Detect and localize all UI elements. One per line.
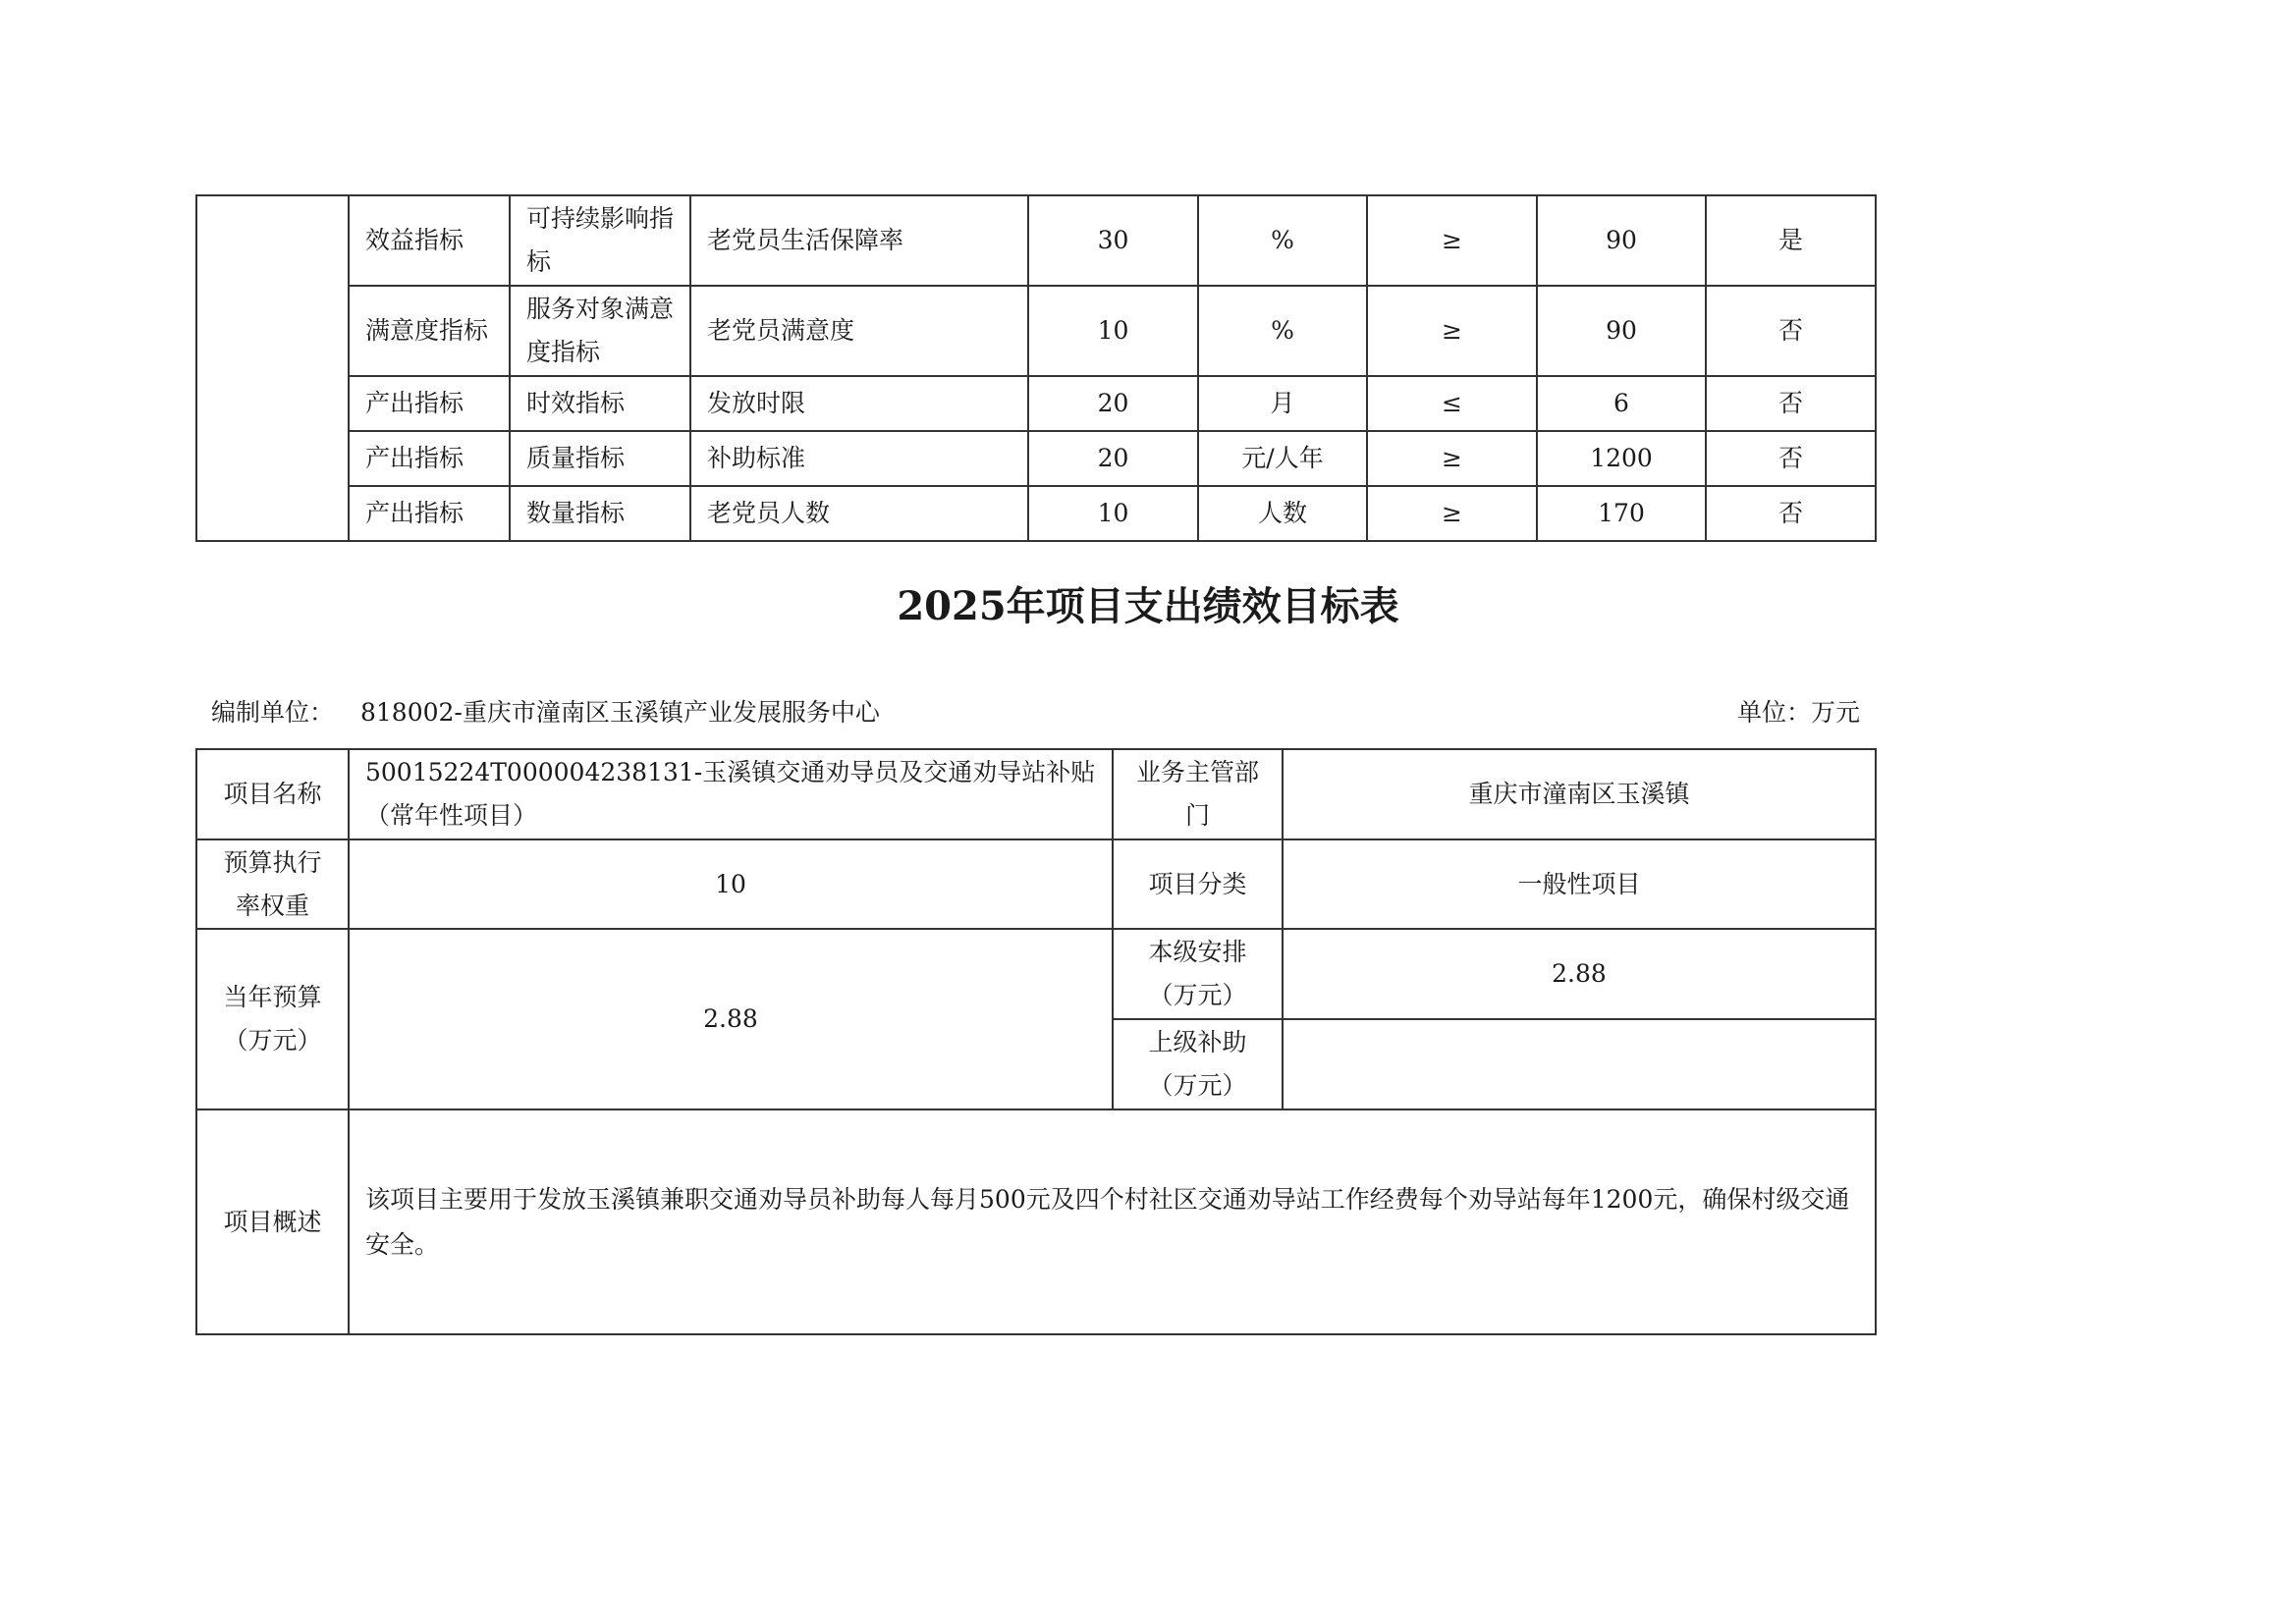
indicator-weight: 20 [1028,431,1198,486]
indicator-weight: 10 [1028,286,1198,376]
table-row [196,929,1876,1019]
indicator-core-flag: 否 [1706,286,1876,376]
category-value: 一般性项目 [1283,839,1876,929]
indicator-level2: 质量指标 [510,431,690,486]
indicator-level3: 老党员满意度 [690,286,1028,376]
summary-label: 项目概述 [196,1109,349,1334]
table-row [196,286,1876,376]
indicator-unit: 元/人年 [1198,431,1367,486]
indicator-core-flag: 否 [1706,431,1876,486]
indicator-value: 170 [1537,486,1706,541]
dept-label: 业务主管部门 [1113,749,1283,839]
indicator-unit: % [1198,195,1367,286]
indicator-blank-cell [196,195,349,541]
indicator-table [195,194,1877,542]
indicator-level1: 产出指标 [349,486,510,541]
project-table [195,748,1877,1335]
indicator-value: 1200 [1537,431,1706,486]
table-row [196,749,1876,839]
indicator-operator: ≥ [1367,195,1537,286]
indicator-operator: ≥ [1367,431,1537,486]
table-row [196,195,1876,286]
upper-label: 上级补助（万元） [1113,1019,1283,1109]
indicator-value: 90 [1537,286,1706,376]
page-title: 2025年项目支出绩效目标表 [897,583,1399,629]
indicator-level3: 补助标准 [690,431,1028,486]
upper-value [1283,1019,1876,1109]
indicator-level1: 产出指标 [349,431,510,486]
table-row [196,839,1876,929]
local-label: 本级安排（万元） [1113,929,1283,1019]
indicator-level2: 服务对象满意度指标 [510,286,690,376]
category-label: 项目分类 [1113,839,1283,929]
indicator-operator: ≥ [1367,486,1537,541]
indicator-level3: 老党员人数 [690,486,1028,541]
indicator-operator: ≤ [1367,376,1537,431]
indicator-level1: 满意度指标 [349,286,510,376]
project-name-label: 项目名称 [196,749,349,839]
indicator-operator: ≥ [1367,286,1537,376]
table-row [196,431,1876,486]
indicator-value: 6 [1537,376,1706,431]
indicator-core-flag: 否 [1706,376,1876,431]
indicator-unit: % [1198,286,1367,376]
summary-value: 该项目主要用于发放玉溪镇兼职交通劝导员补助每人每月500元及四个村社区交通劝导站工作经费每个劝导站每年1200元，确保村级交通安全。 [349,1109,1876,1334]
local-value: 2.88 [1283,929,1876,1019]
indicator-level2: 数量指标 [510,486,690,541]
indicator-level3: 发放时限 [690,376,1028,431]
dept-value: 重庆市潼南区玉溪镇 [1283,749,1876,839]
indicator-core-flag: 是 [1706,195,1876,286]
indicator-unit: 人数 [1198,486,1367,541]
org-value: 818002-重庆市潼南区玉溪镇产业发展服务中心 [360,698,880,727]
indicator-weight: 30 [1028,195,1198,286]
indicator-level2: 时效指标 [510,376,690,431]
budget-value: 2.88 [349,929,1113,1109]
indicator-level2: 可持续影响指标 [510,195,690,286]
indicator-value: 90 [1537,195,1706,286]
unit-label: 单位：万元 [1736,698,1860,727]
rate-value: 10 [349,839,1113,929]
indicator-level1: 产出指标 [349,376,510,431]
indicator-level3: 老党员生活保障率 [690,195,1028,286]
budget-label: 当年预算（万元） [196,929,349,1109]
indicator-unit: 月 [1198,376,1367,431]
project-name-value: 50015224T000004238131-玉溪镇交通劝导员及交通劝导站补贴（常年性项目） [349,749,1113,839]
table-row [196,1109,1876,1334]
rate-label: 预算执行率权重 [196,839,349,929]
table-row [196,486,1876,541]
table-row [196,376,1876,431]
org-label: 编制单位： [211,698,335,727]
indicator-weight: 20 [1028,376,1198,431]
indicator-weight: 10 [1028,486,1198,541]
indicator-core-flag: 否 [1706,486,1876,541]
indicator-level1: 效益指标 [349,195,510,286]
